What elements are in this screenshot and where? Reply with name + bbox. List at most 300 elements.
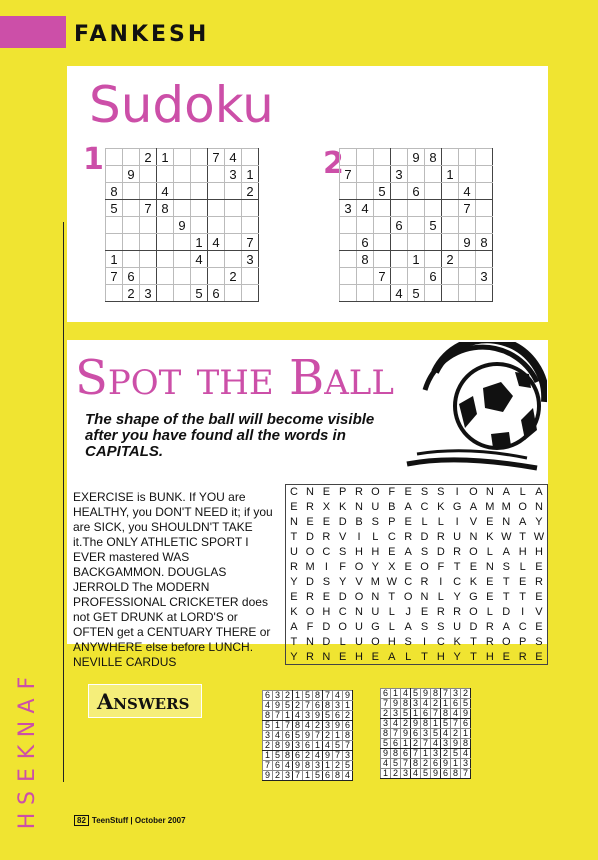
word-search-letter: U xyxy=(355,621,363,633)
word-search-letter: C xyxy=(518,621,527,633)
sudoku-cell xyxy=(174,149,191,166)
word-search-letter: R xyxy=(420,576,429,588)
sudoku-cell xyxy=(157,217,174,234)
word-search-letter: N xyxy=(371,591,380,603)
answer-cell: 3 xyxy=(273,691,283,701)
sudoku-cell xyxy=(340,234,357,251)
sudoku-cell: 9 xyxy=(174,217,191,234)
sudoku-cell xyxy=(442,268,459,285)
word-search-letter: I xyxy=(521,606,525,618)
word-search-letter: C xyxy=(387,531,396,543)
word-search-letter: E xyxy=(469,561,478,573)
word-search-letter: R xyxy=(436,606,445,618)
answer-cell: 4 xyxy=(323,741,333,751)
sudoku-cell: 4 xyxy=(157,183,174,200)
word-search-letter: D xyxy=(469,621,478,633)
answer-cell: 2 xyxy=(293,701,303,711)
word-search-letter: A xyxy=(388,650,396,663)
word-search-letter: T xyxy=(290,636,298,648)
sudoku-cell: 5 xyxy=(408,285,425,302)
word-search-letter: T xyxy=(388,591,396,603)
word-search-letter: B xyxy=(388,501,396,513)
word-search-letter: S xyxy=(338,546,347,558)
word-search-letter: L xyxy=(519,486,526,499)
answer-cell: 5 xyxy=(401,709,411,719)
word-search-letter: U xyxy=(453,621,462,633)
word-search-letter: O xyxy=(371,636,380,648)
answer-cell: 4 xyxy=(273,731,283,741)
sudoku-cell: 2 xyxy=(442,251,459,268)
answer-cell: 3 xyxy=(401,769,411,779)
sudoku-cell xyxy=(123,234,140,251)
answer-cell: 6 xyxy=(451,699,461,709)
sudoku-cell xyxy=(425,200,442,217)
answer-cell: 2 xyxy=(343,711,353,721)
sudoku-cell xyxy=(157,285,174,302)
sudoku-cell: 8 xyxy=(425,149,442,166)
answer-cell: 8 xyxy=(263,711,273,721)
answer-cell: 2 xyxy=(451,729,461,739)
word-search-letter: L xyxy=(421,516,428,528)
sudoku-cell xyxy=(208,217,225,234)
word-search-letter: L xyxy=(437,591,444,603)
sudoku-cell: 7 xyxy=(208,149,225,166)
sudoku-cell xyxy=(174,166,191,183)
sudoku-cell xyxy=(425,251,442,268)
answer-cell: 8 xyxy=(451,769,461,779)
margin-rule xyxy=(63,222,64,782)
word-search-letter: E xyxy=(306,516,314,528)
word-search-letter: S xyxy=(322,576,331,588)
word-search-letter: I xyxy=(422,636,427,648)
word-search-letter: R xyxy=(453,546,462,558)
answer-cell: 5 xyxy=(431,729,441,739)
word-search-letter: O xyxy=(305,606,315,618)
sudoku-cell xyxy=(191,268,208,285)
word-search-letter: H xyxy=(485,650,494,663)
answer-cell: 6 xyxy=(273,761,283,771)
word-search-letter: R xyxy=(306,650,314,663)
word-search-letter: L xyxy=(519,561,526,573)
word-search-letter: L xyxy=(437,516,444,528)
word-search-letter: L xyxy=(339,636,346,648)
sudoku-cell xyxy=(225,234,242,251)
answer-cell: 9 xyxy=(461,709,471,719)
sudoku-cell: 2 xyxy=(242,183,259,200)
answer-cell: 1 xyxy=(343,701,353,711)
answer-cell: 4 xyxy=(401,689,411,699)
word-search-letter: N xyxy=(502,516,511,528)
word-search-letter: E xyxy=(518,576,527,588)
answer-cell: 2 xyxy=(391,769,401,779)
word-search-letter: F xyxy=(339,561,347,573)
answer-cell: 9 xyxy=(343,691,353,701)
word-search-letter: O xyxy=(518,501,527,513)
sudoku-cell xyxy=(140,268,157,285)
puzzle-1-number: 1 xyxy=(83,142,104,177)
word-search-letter: A xyxy=(502,546,510,558)
answer-cell: 5 xyxy=(323,711,333,721)
sudoku-cell xyxy=(374,251,391,268)
answer-cell: 7 xyxy=(303,701,313,711)
word-search-letter: O xyxy=(469,546,478,558)
answer-cell: 8 xyxy=(273,741,283,751)
sudoku-cell xyxy=(374,234,391,251)
word-search-letter: I xyxy=(439,576,443,588)
word-search-letter: S xyxy=(437,486,445,499)
sudoku-cell xyxy=(191,166,208,183)
sudoku-cell: 5 xyxy=(425,217,442,234)
word-search-letter: A xyxy=(469,501,478,513)
word-search-letter: C xyxy=(338,606,347,618)
word-search-letter: W xyxy=(533,531,545,543)
puzzle-2-number: 2 xyxy=(323,146,344,181)
word-search-letter: D xyxy=(436,546,445,558)
sudoku-cell xyxy=(157,268,174,285)
answer-cell: 2 xyxy=(431,699,441,709)
word-search-letter: K xyxy=(338,501,347,513)
answer-cell: 7 xyxy=(461,769,471,779)
answer-cell: 1 xyxy=(333,731,343,741)
word-search-letter: K xyxy=(486,531,494,543)
sudoku-cell xyxy=(191,183,208,200)
word-search-letter: R xyxy=(485,621,494,633)
answer-cell: 6 xyxy=(333,711,343,721)
answer-cell: 6 xyxy=(381,689,391,699)
sudoku-cell xyxy=(208,183,225,200)
spot-title: Spot the Ball xyxy=(75,350,394,406)
word-search-letter: S xyxy=(502,561,510,573)
answer-cell: 2 xyxy=(411,739,421,749)
sudoku-cell: 6 xyxy=(357,234,374,251)
answer-cell: 4 xyxy=(411,769,421,779)
answer-cell: 2 xyxy=(441,749,451,759)
sudoku-cell xyxy=(140,251,157,268)
answer-cell: 3 xyxy=(441,739,451,749)
word-search-letter: K xyxy=(469,576,478,588)
word-search-letter: N xyxy=(485,561,494,573)
answer-cell: 8 xyxy=(411,759,421,769)
word-search-letter: N xyxy=(355,501,363,513)
sudoku-cell xyxy=(391,251,408,268)
word-search-letter: I xyxy=(455,516,459,528)
answer-cell: 5 xyxy=(451,749,461,759)
side-letter: S xyxy=(15,791,40,805)
sudoku-cell xyxy=(340,149,357,166)
word-search-letter: E xyxy=(290,591,298,603)
sudoku-cell xyxy=(174,268,191,285)
answer-cell: 7 xyxy=(343,741,353,751)
sudoku-cell: 9 xyxy=(123,166,140,183)
word-search-letter: R xyxy=(404,531,413,543)
sudoku-cell xyxy=(408,200,425,217)
sudoku-cell xyxy=(476,166,493,183)
sudoku-cell: 8 xyxy=(106,183,123,200)
sudoku-cell xyxy=(106,149,123,166)
word-search-letter: U xyxy=(453,531,462,543)
sudoku-cell xyxy=(459,217,476,234)
answer-cell: 3 xyxy=(451,689,461,699)
answer-cell: 5 xyxy=(313,771,323,781)
word-search-letter: K xyxy=(453,636,461,648)
sudoku-cell xyxy=(442,285,459,302)
answer-cell: 3 xyxy=(391,709,401,719)
word-search-letter: H xyxy=(387,636,396,648)
answer-cell: 7 xyxy=(263,761,273,771)
answer-cell: 1 xyxy=(283,711,293,721)
answer-cell: 9 xyxy=(323,751,333,761)
sudoku-cell xyxy=(476,149,493,166)
answers-banner xyxy=(88,684,202,718)
word-search-letter: N xyxy=(306,486,314,499)
word-search-letter: O xyxy=(403,591,413,603)
answer-cell: 7 xyxy=(273,711,283,721)
answer-cell: 1 xyxy=(303,771,313,781)
word-search-letter: E xyxy=(322,591,331,603)
sudoku-cell: 7 xyxy=(106,268,123,285)
word-search-letter: E xyxy=(535,621,543,633)
sudoku-cell: 9 xyxy=(459,234,476,251)
word-search-letter: O xyxy=(338,621,347,633)
word-search-letter: E xyxy=(502,650,510,663)
sudoku-cell: 1 xyxy=(157,149,174,166)
answer-cell: 4 xyxy=(421,699,431,709)
sudoku-cell xyxy=(459,268,476,285)
sudoku-cell xyxy=(191,200,208,217)
word-search-letter: W xyxy=(386,576,397,588)
sudoku-cell: 2 xyxy=(123,285,140,302)
sudoku-cell xyxy=(476,285,493,302)
word-search-letter: H xyxy=(518,546,527,558)
sudoku-cell xyxy=(123,183,140,200)
word-search-letter: T xyxy=(290,531,298,543)
sudoku-cell xyxy=(208,166,225,183)
sudoku-cell: 5 xyxy=(374,183,391,200)
answer-cell: 7 xyxy=(451,719,461,729)
sudoku-cell xyxy=(408,268,425,285)
word-search-letter: D xyxy=(420,531,429,543)
word-search-letter: R xyxy=(518,650,527,663)
sudoku-cell xyxy=(408,217,425,234)
answer-cell: 3 xyxy=(411,699,421,709)
word-search-letter: H xyxy=(534,546,543,558)
word-search-letter: D xyxy=(502,606,511,618)
word-search-letter: T xyxy=(453,561,461,573)
word-search-letter: Y xyxy=(453,650,461,663)
word-search-letter: A xyxy=(404,546,412,558)
sudoku-cell xyxy=(225,183,242,200)
sudoku-cell xyxy=(425,234,442,251)
word-search-letter: E xyxy=(535,650,543,663)
word-search-letter: F xyxy=(388,486,396,499)
answer-cell: 4 xyxy=(441,729,451,739)
word-search-letter: M xyxy=(370,576,380,588)
answer-cell: 8 xyxy=(293,721,303,731)
sudoku-cell xyxy=(106,285,123,302)
answer-cell: 9 xyxy=(293,761,303,771)
sudoku-cell xyxy=(242,200,259,217)
answer-cell: 7 xyxy=(333,751,343,761)
answer-cell: 7 xyxy=(391,729,401,739)
sudoku-cell xyxy=(374,149,391,166)
football-icon xyxy=(387,342,547,472)
word-search-letter: L xyxy=(486,606,493,618)
sudoku-cell: 2 xyxy=(140,149,157,166)
answer-cell: 9 xyxy=(441,759,451,769)
word-search-letter: D xyxy=(306,531,314,543)
sudoku-cell: 3 xyxy=(140,285,157,302)
sudoku-cell xyxy=(459,149,476,166)
answer-cell: 5 xyxy=(303,691,313,701)
word-search-letter: U xyxy=(371,606,380,618)
sudoku-cell xyxy=(340,251,357,268)
side-brand xyxy=(13,672,43,832)
sudoku-cell xyxy=(123,251,140,268)
sudoku-cell xyxy=(357,149,374,166)
answer-cell: 1 xyxy=(411,709,421,719)
sudoku-cell xyxy=(476,183,493,200)
answer-cell: 6 xyxy=(283,731,293,741)
word-search-letter: M xyxy=(501,501,511,513)
sudoku-cell xyxy=(174,234,191,251)
sudoku-cell: 3 xyxy=(476,268,493,285)
spot-the-ball-panel xyxy=(67,340,548,669)
sudoku-cell xyxy=(357,268,374,285)
sudoku-panel xyxy=(67,66,548,322)
sudoku-cell xyxy=(459,251,476,268)
answer-cell: 2 xyxy=(323,731,333,741)
answer-cell: 6 xyxy=(343,721,353,731)
answer-cell: 2 xyxy=(333,761,343,771)
answer-cell: 4 xyxy=(303,721,313,731)
answer-cell: 5 xyxy=(441,719,451,729)
answer-cell: 4 xyxy=(293,711,303,721)
sudoku-cell: 1 xyxy=(106,251,123,268)
sudoku-cell xyxy=(459,285,476,302)
word-search-letter: T xyxy=(502,576,510,588)
answer-cell: 8 xyxy=(391,749,401,759)
answer-cell: 8 xyxy=(343,731,353,741)
word-search-letter: L xyxy=(486,546,493,558)
word-search-letter: T xyxy=(470,636,477,648)
sudoku-cell xyxy=(374,285,391,302)
answer-grid-1 xyxy=(262,690,353,781)
word-search-letter: V xyxy=(469,516,478,528)
answer-cell: 9 xyxy=(313,711,323,721)
sudoku-cell xyxy=(340,268,357,285)
word-search-letter: V xyxy=(355,576,363,588)
word-search-letter: F xyxy=(437,561,445,573)
answer-cell: 1 xyxy=(441,699,451,709)
answer-cell: 3 xyxy=(323,721,333,731)
sudoku-cell: 9 xyxy=(408,149,425,166)
answer-cell: 4 xyxy=(343,771,353,781)
answer-cell: 1 xyxy=(391,689,401,699)
answer-cell: 7 xyxy=(441,689,451,699)
sudoku-title: Sudoku xyxy=(89,76,274,134)
answer-cell: 4 xyxy=(451,709,461,719)
word-search-letter: R xyxy=(306,501,314,513)
answer-cell: 3 xyxy=(313,761,323,771)
sudoku-cell: 4 xyxy=(191,251,208,268)
sudoku-cell: 4 xyxy=(459,183,476,200)
word-search-letter: I xyxy=(357,531,361,543)
sudoku-cell xyxy=(408,234,425,251)
word-search-letter: E xyxy=(322,486,331,499)
sudoku-cell: 6 xyxy=(208,285,225,302)
word-search-letter: M xyxy=(485,501,495,513)
word-search-letter: A xyxy=(535,486,543,499)
sudoku-cell xyxy=(242,285,259,302)
word-search-letter: Y xyxy=(338,576,347,588)
answer-cell: 9 xyxy=(381,749,391,759)
answers-title: Answers xyxy=(97,689,190,714)
word-search-letter: E xyxy=(322,516,331,528)
sudoku-cell xyxy=(459,166,476,183)
word-search-letter: O xyxy=(371,486,380,499)
sudoku-cell xyxy=(174,200,191,217)
sudoku-cell: 3 xyxy=(225,166,242,183)
answer-cell: 4 xyxy=(283,761,293,771)
word-search-letter: O xyxy=(305,546,315,558)
word-search-letter: E xyxy=(388,546,396,558)
word-search-letter: A xyxy=(404,501,412,513)
sudoku-cell: 4 xyxy=(225,149,242,166)
sudoku-cell xyxy=(208,268,225,285)
sudoku-cell xyxy=(425,285,442,302)
word-search-letter: E xyxy=(371,650,380,663)
brand-title: FANKESH xyxy=(74,22,210,47)
answer-cell: 8 xyxy=(421,719,431,729)
answer-cell: 6 xyxy=(391,739,401,749)
answer-cell: 9 xyxy=(273,701,283,711)
word-search-letter: Y xyxy=(290,576,298,588)
word-search-letter: K xyxy=(290,606,298,618)
sudoku-cell: 3 xyxy=(391,166,408,183)
word-search-letter: S xyxy=(420,546,429,558)
word-search-letter: S xyxy=(437,621,445,633)
side-letter: K xyxy=(15,744,40,760)
answer-cell: 2 xyxy=(273,771,283,781)
sudoku-cell xyxy=(425,183,442,200)
word-search-letter: T xyxy=(519,531,527,543)
intro-text: The shape of the ball will become visible after you have found all the words in CAPITALS. xyxy=(85,411,375,460)
side-letter: H xyxy=(15,812,40,830)
answer-cell: 4 xyxy=(313,751,323,761)
quote-text: EXERCISE is BUNK. If YOU are HEALTHY, you DON'T NEED it; if you are SICK, you SHOULDN'T TAKE it.The ONLY ATHLETIC SPORT I EVER mastered WAS BACKGAMMON. DOUGLAS JERROLD The MODERN PROFESSIONAL CRICKETER does not GET DRUNK at LORD'S or OFTEN get a CENTUARY THERE or ANYWHERE else before LUNCH. NEVILLE CARDUS xyxy=(73,490,273,669)
answer-cell: 6 xyxy=(421,709,431,719)
sudoku-cell xyxy=(476,251,493,268)
answer-cell: 7 xyxy=(401,759,411,769)
sudoku-cell: 8 xyxy=(476,234,493,251)
answer-cell: 5 xyxy=(461,699,471,709)
answer-cell: 1 xyxy=(461,729,471,739)
sudoku-cell xyxy=(374,200,391,217)
answer-cell: 2 xyxy=(313,721,323,731)
word-search-letter: P xyxy=(388,516,396,528)
answer-cell: 5 xyxy=(263,721,273,731)
sudoku-cell xyxy=(340,183,357,200)
sudoku-cell xyxy=(242,217,259,234)
word-search-letter: H xyxy=(355,546,363,558)
answer-cell: 8 xyxy=(401,699,411,709)
word-search-letter: N xyxy=(420,591,429,603)
answer-cell: 6 xyxy=(401,749,411,759)
sudoku-cell: 7 xyxy=(140,200,157,217)
sudoku-cell: 1 xyxy=(442,166,459,183)
sudoku-cell xyxy=(123,200,140,217)
word-search-letter: O xyxy=(469,486,478,499)
